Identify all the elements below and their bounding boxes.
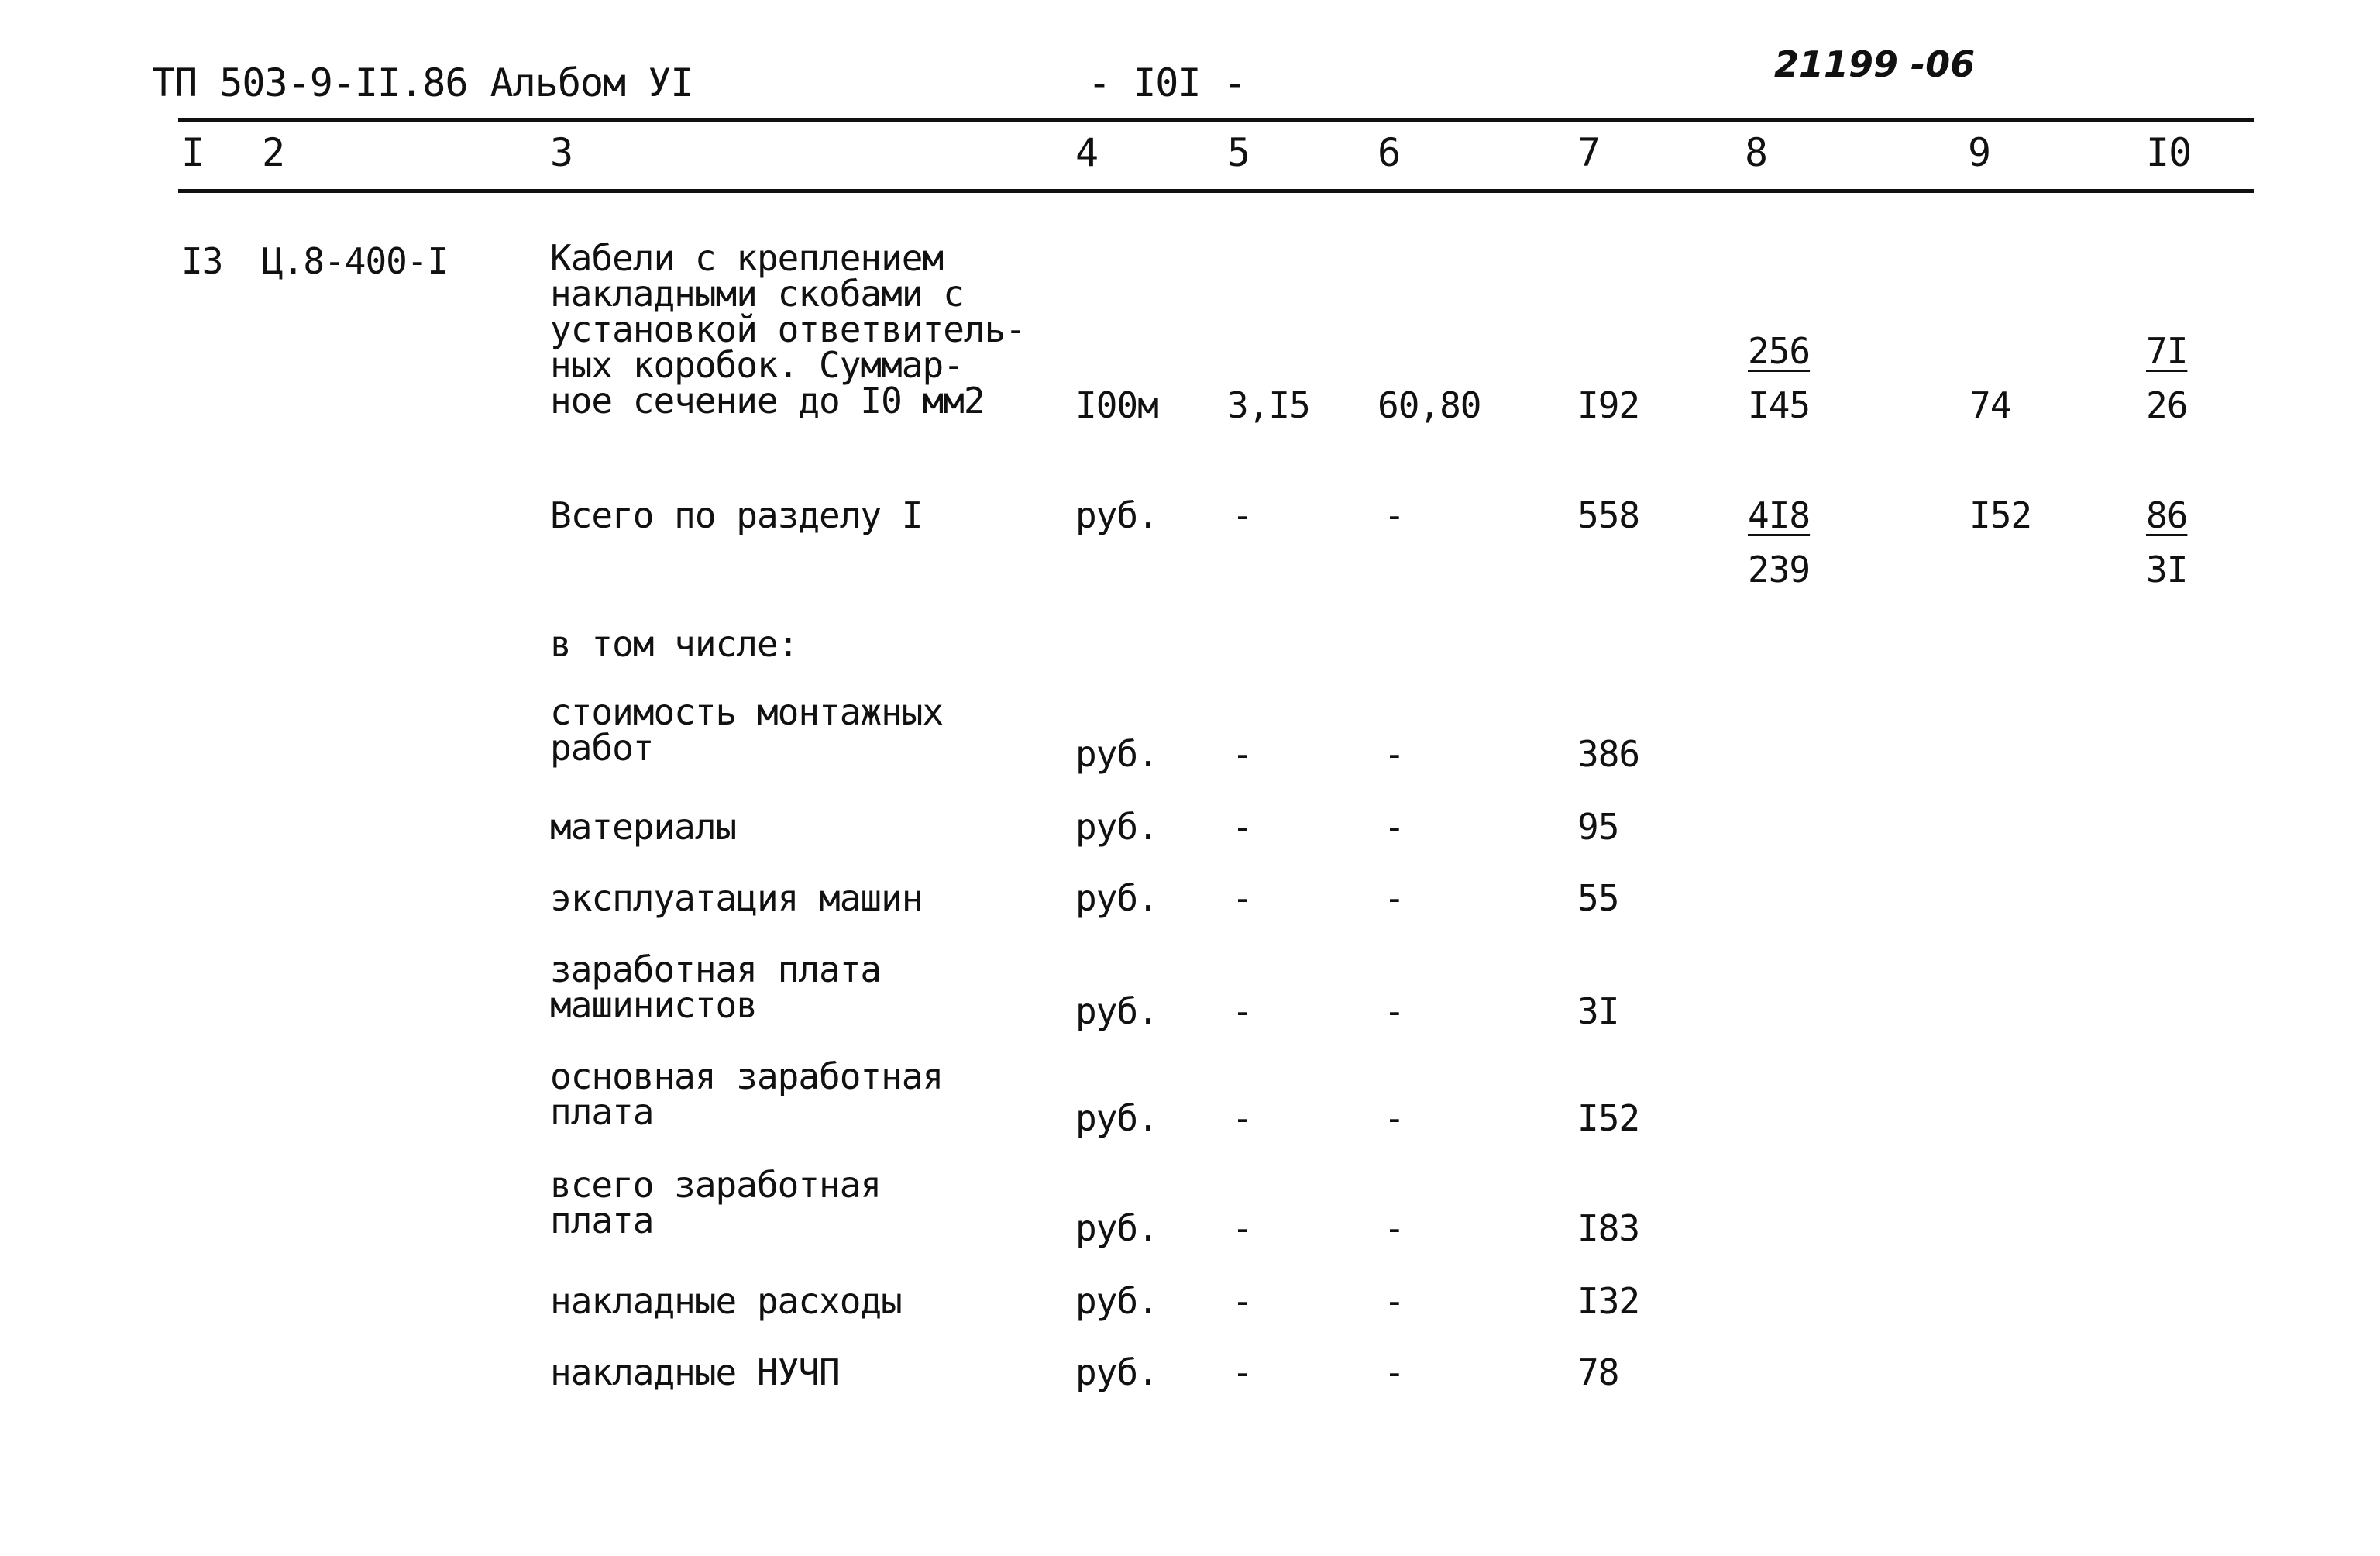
col-header-10: I0	[2146, 130, 2192, 175]
col-header-3: 3	[550, 130, 573, 175]
col-header-6: 6	[1377, 130, 1401, 175]
col-header-1: I	[181, 130, 205, 175]
section-total-label: Всего по разделу I	[550, 494, 923, 536]
col-header-5: 5	[1227, 130, 1250, 175]
breakdown-unit: руб.	[1075, 877, 1158, 919]
item-num: I3	[181, 240, 223, 282]
item-qty: 3,I5	[1227, 384, 1310, 426]
breakdown-unit: руб.	[1075, 733, 1158, 775]
breakdown-unit: руб.	[1075, 1351, 1158, 1393]
breakdown-price: -	[1384, 990, 1405, 1032]
including-label: в том числе:	[550, 623, 799, 665]
section-total-col10-bottom: 3I	[2146, 549, 2188, 590]
item-col8-bottom: I45	[1748, 384, 1811, 426]
section-total-total: 558	[1577, 494, 1640, 536]
breakdown-qty: -	[1232, 733, 1253, 775]
doc-code: ТП 503-9-II.86 Альбом УI	[152, 60, 693, 105]
item-code: Ц.8-400-I	[262, 240, 449, 282]
breakdown-price: -	[1384, 1351, 1405, 1393]
item-col9: 74	[1969, 384, 2011, 426]
breakdown-qty: -	[1232, 1351, 1253, 1393]
header-rule-top	[178, 118, 2254, 122]
breakdown-price: -	[1384, 1280, 1405, 1322]
breakdown-price: -	[1384, 1207, 1405, 1249]
section-total-qty: -	[1232, 494, 1253, 536]
breakdown-label: материалы	[550, 806, 737, 848]
breakdown-qty: -	[1232, 1207, 1253, 1249]
breakdown-total: I32	[1577, 1280, 1640, 1322]
breakdown-total: 386	[1577, 733, 1640, 775]
col-header-4: 4	[1075, 130, 1099, 175]
breakdown-price: -	[1384, 1097, 1405, 1139]
item-unit: I00м	[1075, 384, 1158, 426]
breakdown-total: I83	[1577, 1207, 1640, 1249]
breakdown-unit: руб.	[1075, 1097, 1158, 1139]
breakdown-price: -	[1384, 877, 1405, 919]
col-header-8: 8	[1745, 130, 1768, 175]
breakdown-label: основная заработная плата	[550, 1055, 944, 1133]
breakdown-label: заработная плата машинистов	[550, 948, 882, 1026]
breakdown-label: накладные расходы	[550, 1280, 902, 1322]
breakdown-label: накладные НУЧП	[550, 1351, 840, 1393]
section-total-col9: I52	[1969, 494, 2032, 536]
breakdown-total: I52	[1577, 1097, 1640, 1139]
page-number: - I0I -	[1088, 60, 1246, 105]
breakdown-label: стоимость монтажных работ	[550, 691, 944, 769]
header-rule-bottom	[178, 189, 2254, 193]
col-header-2: 2	[262, 130, 285, 175]
breakdown-price: -	[1384, 733, 1405, 775]
col-header-7: 7	[1577, 130, 1601, 175]
section-total-col8-bottom: 239	[1748, 549, 1811, 590]
col-header-9: 9	[1968, 130, 1991, 175]
item-description: Кабели с креплением накладными скобами с установкой ответвитель- ных коробок. Суммар- ное сечение до I0 мм2	[550, 237, 1026, 422]
breakdown-total: 3I	[1577, 990, 1619, 1032]
breakdown-qty: -	[1232, 1280, 1253, 1322]
breakdown-price: -	[1384, 806, 1405, 848]
breakdown-qty: -	[1232, 806, 1253, 848]
section-total-price: -	[1384, 494, 1405, 536]
breakdown-label: всего заработная плата	[550, 1164, 882, 1241]
breakdown-unit: руб.	[1075, 806, 1158, 848]
breakdown-label: эксплуатация машин	[550, 877, 923, 919]
breakdown-total: 95	[1577, 806, 1619, 848]
item-col8-top: 256	[1748, 330, 1811, 372]
breakdown-qty: -	[1232, 990, 1253, 1032]
item-col10-bottom: 26	[2146, 384, 2188, 426]
breakdown-qty: -	[1232, 877, 1253, 919]
section-total-unit: руб.	[1075, 494, 1158, 536]
item-total: I92	[1577, 384, 1640, 426]
section-total-col8-top: 4I8	[1748, 494, 1811, 536]
breakdown-qty: -	[1232, 1097, 1253, 1139]
item-price: 60,80	[1377, 384, 1481, 426]
section-total-col10-top: 86	[2146, 494, 2188, 536]
breakdown-total: 78	[1577, 1351, 1619, 1393]
breakdown-total: 55	[1577, 877, 1619, 919]
breakdown-unit: руб.	[1075, 1280, 1158, 1322]
breakdown-unit: руб.	[1075, 1207, 1158, 1249]
archive-stamp: 21199 -06	[1774, 43, 1976, 85]
item-col10-top: 7I	[2146, 330, 2188, 372]
breakdown-unit: руб.	[1075, 990, 1158, 1032]
